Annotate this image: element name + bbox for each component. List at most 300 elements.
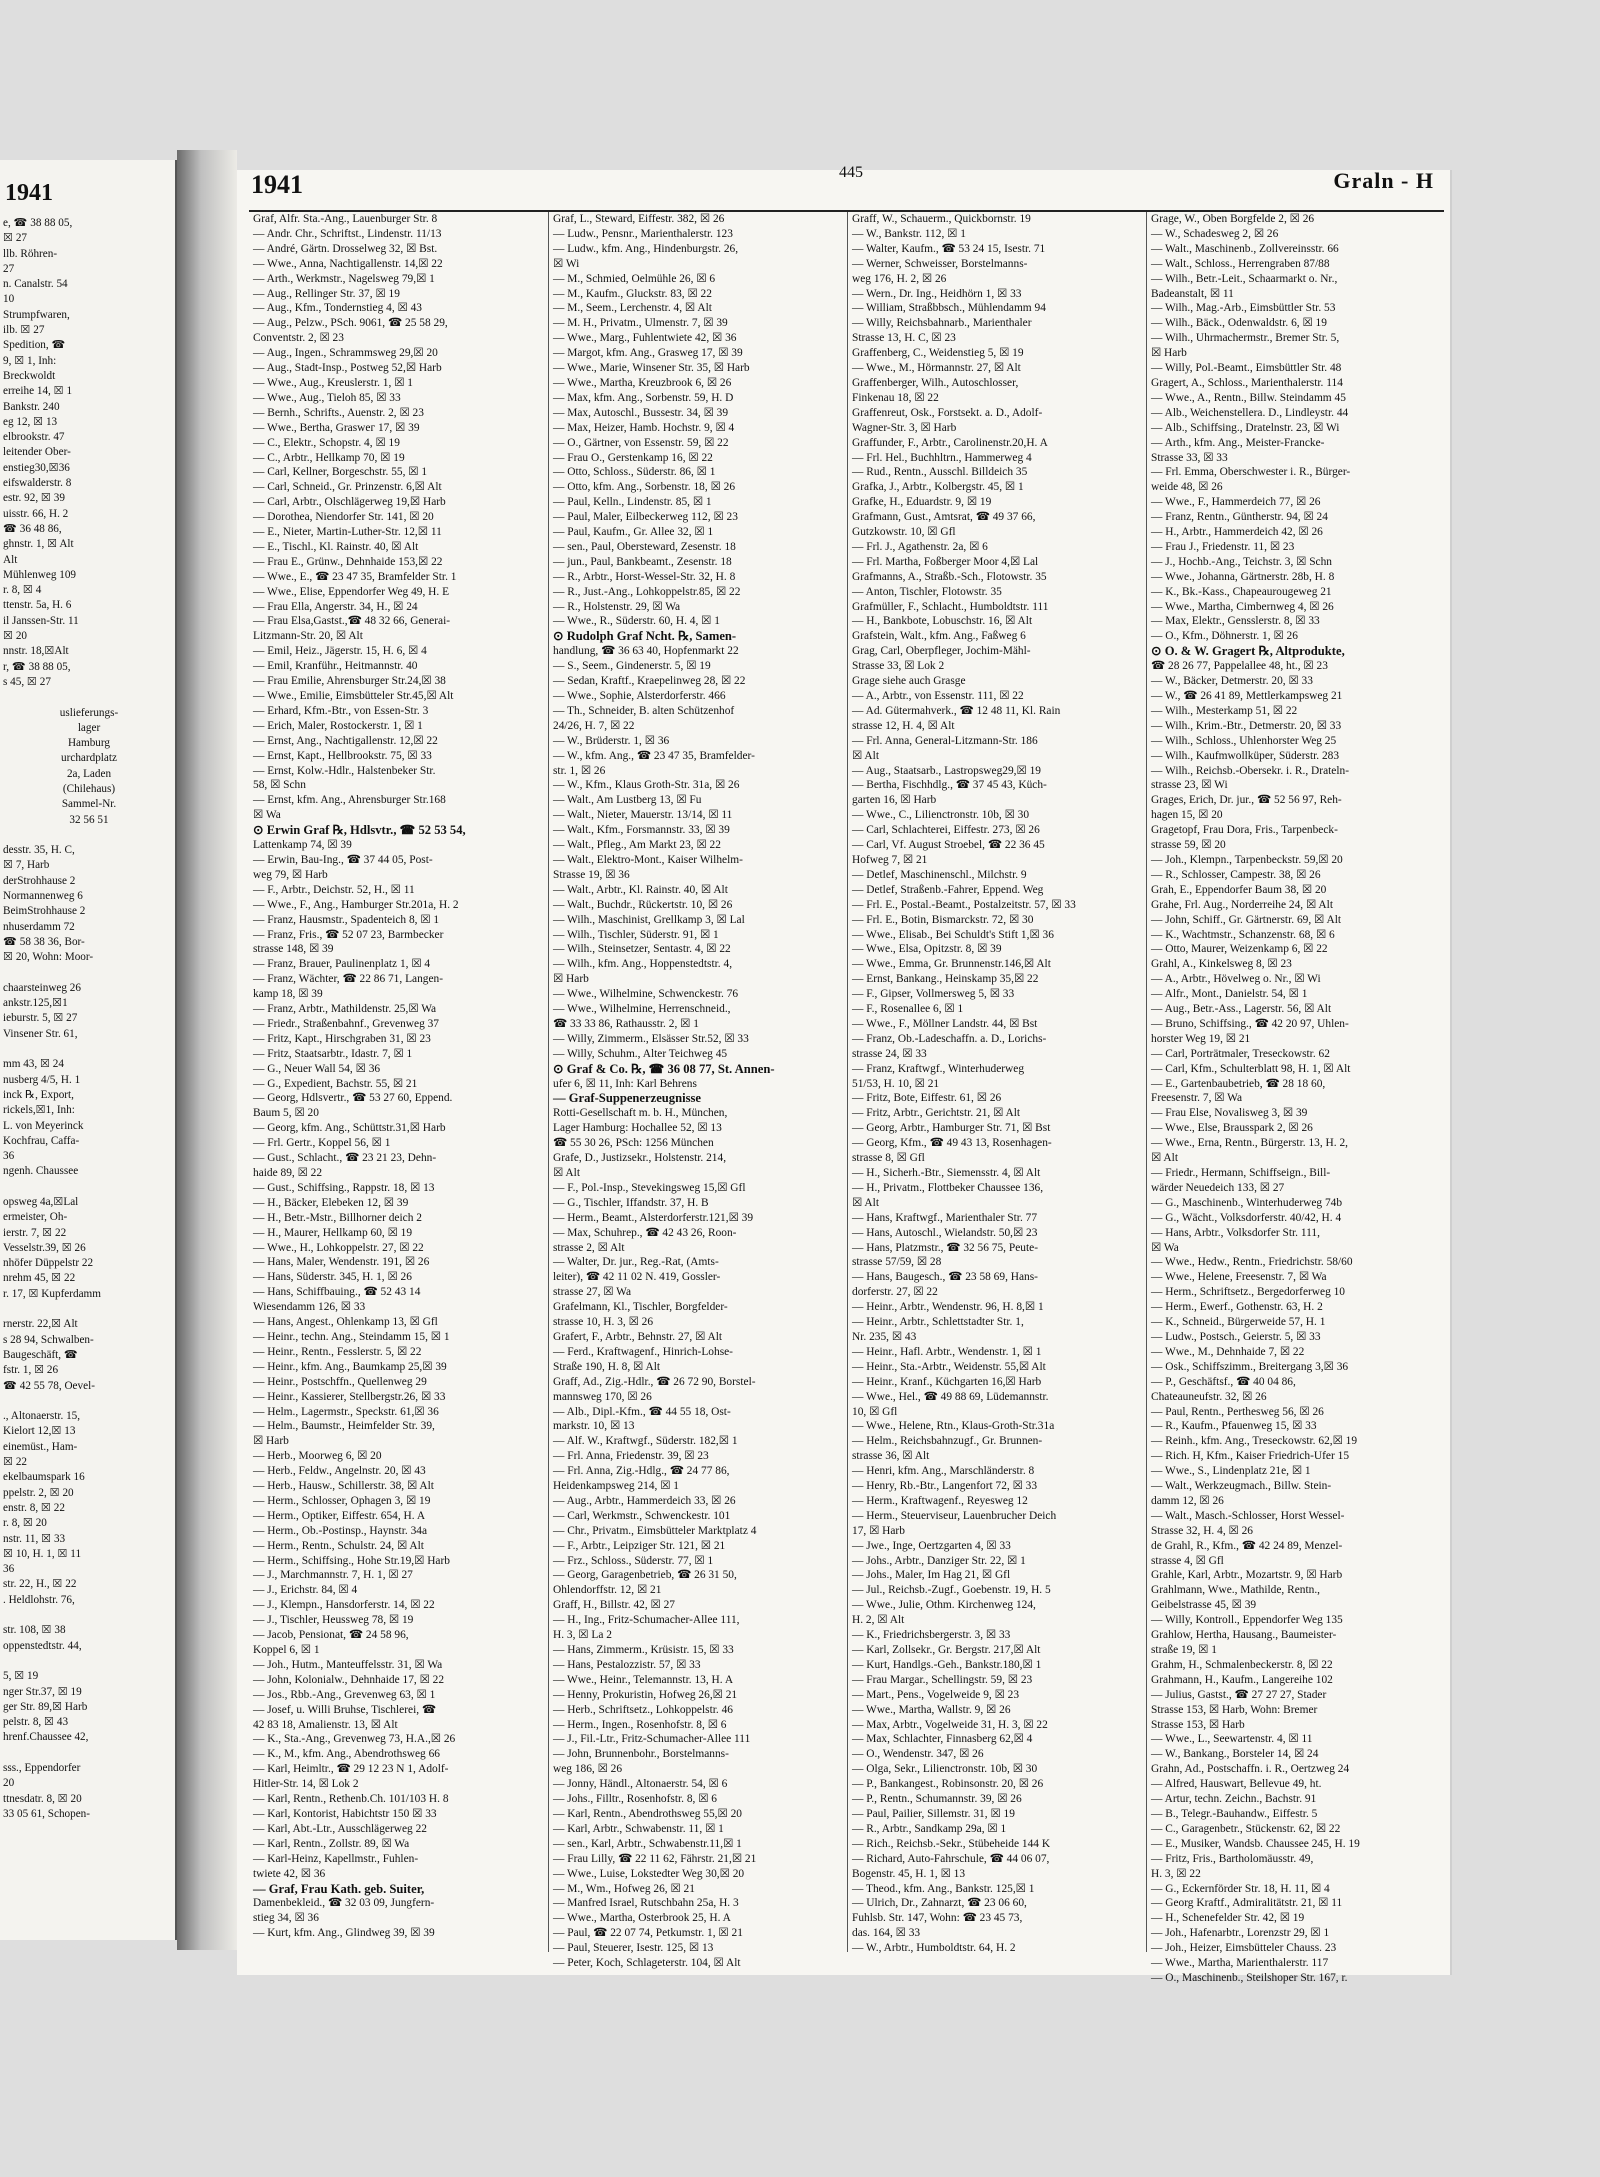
previous-page-line: Hamburg (67, 737, 111, 750)
directory-entry: Gragetopf, Frau Dora, Fris., Tarpenbeck- (1151, 824, 1338, 837)
directory-entry: ☒ Alt (852, 1196, 879, 1209)
directory-entry: — Herb., Schriftsetz., Lohkoppelstr. 46 (553, 1703, 734, 1716)
directory-entry: — G., Expedient, Bachstr. 55, ☒ 21 (253, 1077, 418, 1090)
directory-entry: — Herm., Steuerviseur, Lauenbrucher Deich (852, 1509, 1057, 1522)
directory-entry: — Alfred, Hauswart, Bellevue 49, ht. (1151, 1778, 1322, 1791)
directory-entry: — Georg, kfm. Ang., Schüttstr.31,☒ Harb (253, 1122, 446, 1135)
directory-entry: Strasse 153, ☒ Harb, Wohn: Bremer (1151, 1703, 1318, 1716)
directory-entry: — Wern., Dr. Ing., Heidhörn 1, ☒ 33 (852, 287, 1022, 300)
directory-entry: — Ernst, Ang., Nachtigallenstr. 12,☒ 22 (253, 734, 438, 747)
directory-entry: — J., Erichstr. 84, ☒ 4 (253, 1584, 358, 1597)
directory-entry: Strasse 13, H. C, ☒ 23 (852, 332, 956, 345)
directory-entry: — Erich, Maler, Rostockerstr. 1, ☒ 1 (253, 719, 423, 732)
directory-entry: — Wwe., Helene, Rtn., Klaus-Groth-Str.31a (852, 1420, 1055, 1433)
directory-entry: — Gust., Schlacht., ☎ 23 21 23, Dehn- (253, 1152, 437, 1165)
directory-entry: — W., kfm. Ang., ☎ 23 47 35, Bramfelder- (553, 749, 755, 762)
directory-entry: — Reinh., kfm. Ang., Treseckowstr. 62,☒ 19 (1151, 1435, 1358, 1448)
directory-entry: Badeanstalt, ☒ 11 (1151, 287, 1234, 300)
directory-entry: ☒ Harb (1151, 347, 1187, 360)
previous-page-line: Baugeschäft, ☎ (3, 1348, 78, 1361)
directory-entry: — Paul, Maler, Eilbeckerweg 112, ☒ 23 (553, 511, 738, 524)
directory-entry: — Walt., Pfleg., Am Markt 23, ☒ 22 (553, 839, 721, 852)
directory-entry: — H., Schenefelder Str. 42, ☒ 19 (1151, 1912, 1305, 1925)
directory-entry: ⊙ Graf & Co. ℞, ☎ 36 08 77, St. Annen- (553, 1061, 775, 1076)
directory-entry: hagen 15, ☒ 20 (1151, 809, 1223, 822)
directory-entry: — Henny, Prokuristin, Hofweg 26,☒ 21 (553, 1688, 738, 1701)
directory-entry: — Helm., Lagermstr., Speckstr. 61,☒ 36 (253, 1405, 439, 1418)
directory-entry: — Wilh., Maschinist, Grellkamp 3, ☒ Lal (553, 913, 745, 926)
directory-entry: — Carl, Vf. August Stroebel, ☎ 22 36 45 (852, 839, 1045, 852)
directory-entry: — Walter, Dr. jur., Reg.-Rat, (Amts- (553, 1256, 719, 1269)
directory-entry: strasse 148, ☒ 39 (253, 943, 334, 956)
directory-entry: — Hans, Arbtr., Volksdorfer Str. 111, (1151, 1226, 1320, 1239)
directory-entry: — M. H., Privatm., Ulmenstr. 7, ☒ 39 (553, 317, 728, 330)
previous-page-line: 27 (3, 262, 15, 275)
directory-entry: — K., Wachtmstr., Schanzenstr. 68, ☒ 6 (1151, 928, 1335, 941)
previous-page-line: Alt (3, 553, 18, 566)
directory-entry: — Franz, Fris., ☎ 52 07 23, Barmbecker (253, 928, 444, 941)
directory-entry: Grafke, H., Eduardstr. 9, ☒ 19 (852, 496, 992, 509)
directory-entry: weide 48, ☒ 26 (1151, 481, 1223, 494)
book-gutter (177, 150, 237, 1950)
directory-entry: — Frau Margar., Schellingstr. 59, ☒ 23 (852, 1673, 1033, 1686)
directory-entry: — Richard, Auto-Fahrschule, ☎ 44 06 07, (852, 1852, 1050, 1865)
directory-entry: — Wwe., F., Hammerdeich 77, ☒ 26 (1151, 496, 1321, 509)
directory-entry: — E., Tischl., Kl. Rainstr. 40, ☒ Alt (253, 540, 419, 553)
directory-entry: — Fritz, Arbtr., Gerichtstr. 21, ☒ Alt (852, 1107, 1021, 1120)
directory-entry: — G., Tischler, Iffandstr. 37, H. B (553, 1196, 709, 1209)
directory-entry: — Herb., Hausw., Schillerstr. 38, ☒ Alt (253, 1480, 434, 1493)
directory-entry: — Wwe., Erna, Rentn., Bürgerstr. 13, H. 2, (1151, 1137, 1348, 1150)
directory-entry: Graff, W., Schauerm., Quickbornstr. 19 (852, 213, 1031, 225)
previous-page-line (3, 690, 175, 705)
directory-entry: strasse 10, H. 3, ☒ 26 (553, 1316, 654, 1329)
directory-entry: Finkenau 18, ☒ 22 (852, 391, 939, 404)
directory-entry: Grahm, H., Schmalenbeckerstr. 8, ☒ 22 (1151, 1658, 1333, 1671)
directory-entry: — Frl. Gertr., Koppel 56, ☒ 1 (253, 1137, 391, 1150)
directory-entry: — Wwe., E., ☎ 23 47 35, Bramfelder Str. 1 (253, 570, 457, 583)
directory-entry: de Grahl, R., Kfm., ☎ 42 24 89, Menzel- (1151, 1539, 1343, 1552)
previous-page-line: ppelstr. 2, ☒ 20 (3, 1486, 74, 1499)
directory-entry: Grages, Erich, Dr. jur., ☎ 52 56 97, Reh- (1151, 794, 1342, 807)
directory-entry: — Wwe., Sophie, Alsterdorferstr. 466 (553, 690, 726, 702)
directory-entry: — Heinr., Sta.-Arbtr., Weidenstr. 55,☒ Alt (852, 1360, 1046, 1373)
previous-page-line: nhuserdamm 72 (3, 920, 75, 933)
previous-page-line: e, ☎ 38 88 05, (3, 217, 73, 229)
directory-entry: — O., Gärtner, von Essenstr. 59, ☒ 22 (553, 436, 729, 449)
directory-entry: — J., Hochb.-Ang., Teichstr. 3, ☒ Schn (1151, 555, 1332, 568)
previous-page-line: L. von Meyerinck (3, 1119, 84, 1132)
directory-entry: ☒ Harb (553, 973, 589, 986)
directory-entry: — Herm., Ingen., Rosenhofstr. 8, ☒ 6 (553, 1718, 727, 1731)
directory-entry: — Wilh., Kaufmwollküper, Süderstr. 283 (1151, 749, 1340, 762)
directory-entry: — Erwin, Bau-Ing., ☎ 37 44 05, Post- (253, 853, 433, 866)
directory-entry: — Frau Else, Novalisweg 3, ☒ 39 (1151, 1107, 1308, 1120)
directory-entry: — Bernh., Schrifts., Auenstr. 2, ☒ 23 (253, 406, 424, 419)
directory-entry: — G., Neuer Wall 54, ☒ 36 (253, 1062, 381, 1075)
previous-page-line: urchardplatz (61, 752, 117, 765)
directory-entry: Graf, L., Steward, Eiffestr. 382, ☒ 26 (553, 213, 725, 225)
directory-entry: ☒ Alt (852, 749, 879, 762)
directory-entry: horster Weg 19, ☒ 21 (1151, 1032, 1251, 1045)
directory-entry: — Karl, Kontorist, Habichtstr 150 ☒ 33 (253, 1807, 437, 1820)
directory-entry: — Margot, kfm. Ang., Grasweg 17, ☒ 39 (553, 347, 743, 360)
directory-entry: — Aug., Staatsarb., Lastropsweg29,☒ 19 (852, 764, 1041, 777)
directory-entry: — Arth., kfm. Ang., Meister-Francke- (1151, 436, 1325, 449)
previous-page-line (3, 828, 175, 843)
directory-entry: — Wwe., C., Lilienctronstr. 10b, ☒ 30 (852, 809, 1030, 822)
previous-page-line: ☒ 10, H. 1, ☒ 11 (3, 1547, 82, 1560)
directory-entry: damm 12, ☒ 26 (1151, 1494, 1224, 1507)
directory-entry: garten 16, ☒ Harb (852, 794, 937, 807)
directory-entry: Grahle, Karl, Arbtr., Mozartstr. 9, ☒ Harb (1151, 1569, 1343, 1582)
directory-entry: strasse 4, ☒ Gfl (1151, 1554, 1224, 1567)
directory-entry: 24/26, H. 7, ☒ 22 (553, 719, 635, 732)
directory-entry: — Wwe., Julie, Othm. Kirchenweg 124, (852, 1599, 1036, 1612)
directory-entry: — Paul, Kaufm., Gr. Allee 32, ☒ 1 (553, 526, 714, 539)
previous-page-line: ☒ 27 (3, 232, 28, 245)
directory-entry: — Friedr., Straßenbahnf., Grevenweg 37 (253, 1017, 439, 1030)
directory-entry: — Joh., Heizer, Eimsbütteler Chauss. 23 (1151, 1942, 1337, 1955)
previous-page-line: leitender Ober- (3, 446, 71, 459)
directory-entry: — Theod., kfm. Ang., Bankstr. 125,☒ 1 (852, 1882, 1035, 1895)
previous-page-line: ieburstr. 5, ☒ 27 (3, 1012, 78, 1025)
directory-entry: — Graf-Suppenerzeugnisse (553, 1091, 701, 1106)
previous-page-line: 33 05 61, Schopen- (3, 1807, 91, 1820)
directory-entry: — Max, Schuhrep., ☎ 42 43 26, Roon- (553, 1226, 737, 1239)
previous-page-line: ☒ 20, Wohn: Moor- (3, 951, 94, 964)
directory-entry: — M., Kaufm., Gluckstr. 83, ☒ 22 (553, 287, 712, 300)
directory-entry: ☒ Alt (553, 1167, 580, 1179)
directory-entry: — H., Bankbote, Lobuschstr. 16, ☒ Alt (852, 615, 1033, 628)
directory-entry: — Joh., Hutm., Manteuffelsstr. 31, ☒ Wa (253, 1658, 443, 1671)
directory-entry: stieg 34, ☒ 36 (253, 1912, 319, 1925)
directory-entry: — W., Arbtr., Humboldtstr. 64, H. 2 (852, 1942, 1016, 1955)
directory-entry: Bogenstr. 45, H. 1, ☒ 13 (852, 1867, 966, 1880)
directory-entry: Freesenstr. 7, ☒ Wa (1151, 1092, 1243, 1105)
directory-entry: Grage siehe auch Grasge (852, 675, 966, 688)
directory-entry: — Karl-Heinz, Kapellmstr., Fuhlen- (253, 1852, 419, 1865)
directory-entry: Grahn, Ad., Postschaffn. i. R., Oertzweg 24 (1151, 1763, 1350, 1776)
directory-entry: — Johs., Filltr., Rosenhofstr. 8, ☒ 6 (553, 1793, 718, 1806)
directory-entry: — Ernst, Kapt., Hellbrookstr. 75, ☒ 33 (253, 749, 432, 762)
directory-entry: — H., Sicherh.-Btr., Siemensstr. 4, ☒ Alt (852, 1167, 1041, 1179)
directory-entry: — Artur, techn. Zeichn., Bachstr. 91 (1151, 1793, 1317, 1806)
directory-entry: — Hans, Kraftwgf., Marienthaler Str. 77 (852, 1211, 1038, 1224)
previous-page-line: Mühlenweg 109 (3, 568, 77, 581)
directory-entry: — Wwe., M., Dehnhaide 7, ☒ 22 (1151, 1345, 1305, 1358)
directory-entry: 58, ☒ Schn (253, 779, 306, 792)
previous-page-line: fstr. 1, ☒ 26 (3, 1364, 59, 1377)
directory-entry: — Wwe., Emilie, Eimsbütteler Str.45,☒ Alt (253, 690, 454, 702)
directory-entry: — Hans, Zimmerm., Krüsistr. 15, ☒ 33 (553, 1644, 734, 1656)
directory-entry: — Mart., Pens., Vogelweide 9, ☒ 23 (852, 1688, 1020, 1701)
directory-entry: — Max, Arbtr., Vogelweide 31, H. 3, ☒ 22 (852, 1718, 1048, 1731)
directory-entry: — G., Maschinenb., Winterhuderweg 74b (1151, 1196, 1343, 1209)
page-header (249, 164, 1444, 212)
directory-entry: — Frl. Anna, General-Litzmann-Str. 186 (852, 734, 1038, 747)
directory-entry: Grafert, F., Arbtr., Behnstr. 27, ☒ Alt (553, 1330, 723, 1343)
directory-entry: — Karl, Arbtr., Schwabenstr. 11, ☒ 1 (553, 1822, 724, 1835)
directory-entry: strasse 57/59, ☒ 28 (852, 1256, 942, 1269)
directory-entry: — Wwe., Marie, Winsener Str. 35, ☒ Harb (553, 362, 750, 375)
previous-page-line: nstr. 11, ☒ 33 (3, 1532, 66, 1545)
directory-entry: — Walt., Masch.-Schlosser, Horst Wessel- (1151, 1509, 1345, 1522)
directory-entry: — Frz., Schloss., Süderstr. 77, ☒ 1 (553, 1554, 714, 1567)
directory-entry: — Jonny, Händl., Altonaerstr. 54, ☒ 6 (553, 1778, 728, 1791)
directory-entry: 51/53, H. 10, ☒ 21 (852, 1077, 940, 1090)
directory-entry: — Ludw., Postsch., Geierstr. 5, ☒ 33 (1151, 1330, 1321, 1343)
directory-entry: str. 1, ☒ 26 (553, 764, 606, 777)
directory-entry: — Willy, Schuhm., Alter Teichweg 45 (553, 1047, 728, 1060)
directory-entry: — Rich. H, Kfm., Kaiser Friedrich-Ufer 15 (1151, 1450, 1350, 1463)
directory-entry: — B., Telegr.-Bauhandw., Eiffestr. 5 (1151, 1807, 1318, 1820)
directory-entry: — Wilh., Mag.-Arb., Eimsbüttler Str. 53 (1151, 302, 1336, 315)
directory-entry: — Wwe., Martha, Kreuzbrook 6, ☒ 26 (553, 376, 732, 389)
directory-entry: — Franz, Kraftwgf., Winterhuderweg (852, 1062, 1025, 1075)
directory-entry: markstr. 10, ☒ 13 (553, 1420, 635, 1433)
directory-entry: — Joh., Klempn., Tarpenbeckstr. 59,☒ 20 (1151, 853, 1343, 866)
directory-entry: — Wwe., Johanna, Gärtnerstr. 28b, H. 8 (1151, 570, 1335, 583)
previous-page-line: 2a, Laden (66, 767, 112, 780)
directory-entry: — Aug., Pelzw., PSch. 9061, ☎ 25 58 29, (253, 317, 448, 330)
directory-entry: strasse 24, ☒ 33 (852, 1047, 927, 1060)
directory-entry: — Franz, Brauer, Paulinenplatz 1, ☒ 4 (253, 958, 431, 971)
directory-entry: — Carl, Schneid., Gr. Prinzenstr. 6,☒ Alt (253, 481, 442, 494)
directory-entry: — Wwe., Wilhelmine, Schwenckestr. 76 (553, 988, 739, 1001)
directory-entry: — Kurt, kfm. Ang., Glindweg 39, ☒ 39 (253, 1927, 435, 1940)
previous-page-line: estr. 92, ☒ 39 (3, 492, 65, 505)
previous-page-line: ankstr.125,☒1 (3, 997, 68, 1010)
directory-entry: Gragert, A., Schloss., Marienthalerstr. 114 (1151, 376, 1343, 389)
previous-page-line: einemüst., Ham- (3, 1440, 78, 1453)
directory-entry: — Manfred Israel, Rutschbahn 25a, H. 3 (553, 1897, 739, 1910)
directory-entry: — Bertha, Fischhdlg., ☎ 37 45 43, Küch- (852, 779, 1047, 792)
directory-entry: — A., Arbtr., von Essenstr. 111, ☒ 22 (852, 690, 1024, 702)
directory-entry: ☎ 28 26 77, Pappelallee 48, ht., ☒ 23 (1151, 660, 1328, 673)
previous-page-line: s 45, ☒ 27 (3, 675, 51, 688)
previous-page-line: elbrookstr. 47 (3, 431, 65, 444)
directory-entry: — Heinr., Arbtr., Schlettstadter Str. 1, (852, 1316, 1024, 1329)
previous-page-line: llb. Röhren- (3, 247, 58, 260)
directory-entry: — H., Ing., Fritz-Schumacher-Allee 111, (553, 1614, 740, 1627)
directory-entry: — M., Wm., Hofweg 26, ☒ 21 (553, 1882, 695, 1895)
previous-page-line: Normannenweg 6 (3, 890, 83, 903)
directory-entry: — F., Arbtr., Deichstr. 52, H., ☒ 11 (253, 883, 415, 896)
directory-entry: — Frl. Anna, Zig.-Hdlg., ☎ 24 77 86, (553, 1465, 730, 1478)
directory-entry: weg 176, H. 2, ☒ 26 (852, 272, 947, 285)
directory-entry: — H., Bäcker, Elebeken 12, ☒ 39 (253, 1196, 409, 1209)
directory-entry: — Erhard, Kfm.-Btr., von Essen-Str. 3 (253, 704, 429, 717)
directory-entry: — R., Kaufm., Pfauenweg 15, ☒ 33 (1151, 1420, 1317, 1433)
directory-entry: — Herm., Beamt., Alsterdorferstr.121,☒ 39 (553, 1211, 754, 1224)
directory-entry: strasse 2, ☒ Alt (553, 1241, 625, 1254)
directory-entry: ☒ Wi (553, 257, 580, 270)
directory-entry: — Joh., Hafenarbtr., Lorenzstr 29, ☒ 1 (1151, 1927, 1330, 1940)
directory-entry: Grafmüller, F., Schlacht., Humboldtstr. 111 (852, 600, 1049, 613)
directory-entry: — Fritz, Bote, Eiffestr. 61, ☒ 26 (852, 1092, 1002, 1105)
directory-entry: — Heinr., Hafl. Arbtr., Wendenstr. 1, ☒ 1 (852, 1345, 1042, 1358)
directory-entry: — G., Wächt., Volksdorferstr. 40/42, H. 4 (1151, 1211, 1342, 1224)
previous-page-line: Breckwoldt (3, 369, 56, 382)
previous-page-line: ger Str. 89,☒ Harb (3, 1700, 88, 1713)
directory-column-3 (847, 212, 1136, 1955)
directory-entry: — Herm., Optiker, Eiffestr. 654, H. A (253, 1509, 426, 1522)
directory-entry: — Wwe., S., Lindenplatz 21e, ☒ 1 (1151, 1465, 1311, 1478)
directory-entry: — Sedan, Kraftf., Kraepelinweg 28, ☒ 22 (553, 675, 746, 688)
directory-entry: Grafmann, Gust., Amtsrat, ☎ 49 37 66, (852, 511, 1036, 524)
previous-page-line: desstr. 35, H. C, (3, 844, 75, 857)
directory-entry: — Otto, kfm. Ang., Sorbenstr. 18, ☒ 26 (553, 481, 736, 494)
previous-page-line: uslieferungs- (59, 706, 119, 719)
directory-entry: — Andr. Chr., Schriftst., Lindenstr. 11/13 (253, 227, 442, 240)
directory-entry: — P., Rentn., Schumannstr. 39, ☒ 26 (852, 1793, 1022, 1806)
directory-entry: Grag, Carl, Oberpfleger, Jochim-Mähl- (852, 645, 1031, 658)
directory-entry: — Wwe., Wilhelmine, Herrenschneid., (553, 1003, 731, 1016)
directory-entry: Grafstein, Walt., kfm. Ang., Faßweg 6 (852, 630, 1026, 643)
directory-entry: — Frl. E., Botin, Bismarckstr. 72, ☒ 30 (852, 913, 1034, 926)
directory-entry: — Wwe., Emma, Gr. Brunnenstr.146,☒ Alt (852, 958, 1051, 971)
directory-entry: — Detlef, Straßenb.-Fahrer, Eppend. Weg (852, 883, 1044, 896)
directory-entry: — Wilh., Krim.-Btr., Detmerstr. 20, ☒ 33 (1151, 719, 1342, 732)
directory-entry: — Arth., Werkmstr., Nagelsweg 79,☒ 1 (253, 272, 435, 285)
directory-entry: — Wwe., Elise, Eppendorfer Weg 49, H. E (253, 585, 450, 598)
directory-entry: — Hans, Autoschl., Wielandstr. 50,☒ 23 (852, 1226, 1038, 1239)
directory-entry: — Wwe., Heinr., Telemannstr. 13, H. A (553, 1673, 734, 1686)
directory-entry: — Wwe., M., Hörmannstr. 27, ☒ Alt (852, 362, 1021, 375)
directory-entry: — Julius, Gastst., ☎ 27 27 27, Stader (1151, 1688, 1327, 1701)
directory-entry: — Bruno, Schiffsing., ☎ 42 20 97, Uhlen- (1151, 1017, 1349, 1030)
directory-entry: — Ernst, Kolw.-Hdlr., Halstenbeker Str. (253, 764, 436, 777)
directory-entry: — Paul, Pailier, Sillemstr. 31, ☒ 19 (852, 1807, 1015, 1820)
directory-entry: Graffenberg, C., Weidenstieg 5, ☒ 19 (852, 347, 1024, 360)
directory-entry: strasse 59, ☒ 20 (1151, 839, 1226, 852)
directory-entry: — Heinr., Arbtr., Wendenstr. 96, H. 8,☒ 1 (852, 1301, 1044, 1314)
directory-entry: — Aug., Betr.-Ass., Lagerstr. 56, ☒ Alt (1151, 1003, 1332, 1016)
directory-entry: Ohlendorffstr. 12, ☒ 21 (553, 1584, 662, 1597)
directory-entry: — Aug., Arbtr., Hammerdeich 33, ☒ 26 (553, 1494, 736, 1507)
directory-entry: — C., Arbtr., Hellkamp 70, ☒ 19 (253, 451, 405, 464)
directory-entry: — Aug., Stadt-Insp., Postweg 52,☒ Harb (253, 362, 442, 375)
previous-page-line: chaarsteinweg 26 (3, 981, 81, 994)
directory-entry: — Wwe., Else, Brausspark 2, ☒ 26 (1151, 1122, 1313, 1135)
directory-entry: Koppel 6, ☒ 1 (253, 1644, 320, 1656)
directory-entry: — Karl, Rentn., Zollstr. 89, ☒ Wa (253, 1837, 410, 1850)
previous-page-line (3, 1746, 175, 1761)
directory-entry: — Jacob, Pensionat, ☎ 24 58 96, (253, 1629, 409, 1642)
directory-entry: — John, Schiff., Gr. Gärtnerstr. 69, ☒ Alt (1151, 913, 1342, 926)
directory-entry: — Wwe., Bertha, Graswег 17, ☒ 39 (253, 421, 420, 434)
previous-page-line: n. Canalstr. 54 (3, 278, 68, 291)
directory-entry: Conventstr. 2, ☒ 23 (253, 332, 344, 345)
page-year: 1941 (251, 170, 303, 199)
previous-page-line: Spedition, ☎ (3, 339, 66, 352)
directory-entry: Strasse 33, ☒ Lok 2 (852, 660, 945, 673)
directory-entry: — Detlef, Maschinenschl., Milchstr. 9 (852, 868, 1027, 881)
directory-entry: — Frl. Hel., Buchhltrn., Hammerweg 4 (852, 451, 1032, 464)
previous-page-line: ekelbaumspark 16 (3, 1471, 85, 1484)
previous-page-line: Vesselstr.39, ☒ 26 (3, 1241, 86, 1254)
directory-entry: — Wwe., A., Rentn., Billw. Steindamm 45 (1151, 391, 1346, 404)
directory-entry: — Franz, Hausmstr., Spadenteich 8, ☒ 1 (253, 913, 440, 926)
previous-page-line: Strumpfwaren, (3, 308, 70, 321)
directory-entry: — Walt., Nieter, Mauerstr. 13/14, ☒ 11 (553, 809, 733, 822)
previous-page-line: 36 (3, 1563, 15, 1576)
directory-entry: strasse 23, ☒ Wi (1151, 779, 1228, 792)
previous-page-line: eg 12, ☒ 13 (3, 415, 58, 428)
directory-entry: — E., Musiker, Wandsb. Chaussee 245, H. 19 (1151, 1837, 1360, 1850)
directory-entry: — jun., Paul, Bankbeamt., Zesenstr. 18 (553, 555, 732, 568)
directory-entry: — Frau Emilie, Ahrensburger Str.24,☒ 38 (253, 675, 446, 688)
previous-page-line: ttenstr. 5a, H. 6 (3, 599, 72, 612)
directory-entry: Grahe, Frl. Aug., Norderreihe 24, ☒ Alt (1151, 898, 1333, 911)
directory-entry: — W., Kfm., Klaus Groth-Str. 31a, ☒ 26 (553, 779, 740, 792)
directory-entry: — Heinr., Rentn., Fesslerstr. 5, ☒ 22 (253, 1345, 422, 1358)
directory-entry: — Carl, Porträtmaler, Treseckowstr. 62 (1151, 1047, 1330, 1060)
directory-entry: — Wilh., Reichsb.-Obersekr. i. R., Drateln- (1151, 764, 1349, 777)
directory-entry: — Aug., Kfm., Tondernstieg 4, ☒ 43 (253, 302, 422, 315)
directory-entry: — Fritz, Kapt., Hirschgraben 31, ☒ 23 (253, 1032, 431, 1045)
previous-page-line: ermeister, Oh- (3, 1211, 68, 1224)
directory-entry: — Otto, Schloss., Süderstr. 86, ☒ 1 (553, 466, 716, 479)
directory-entry: 10, ☒ Gfl (852, 1405, 898, 1418)
directory-entry: — Hans, Süderstr. 345, H. 1, ☒ 26 (253, 1271, 412, 1284)
directory-entry: — Max, Elektr., Gensslerstr. 8, ☒ 33 (1151, 615, 1320, 628)
directory-entry: — R., Arbtr., Horst-Wessel-Str. 32, H. 8 (553, 570, 736, 583)
directory-entry: Damenbekleid., ☎ 32 03 09, Jungfern- (253, 1897, 435, 1910)
directory-entry: — O., Wendenstr. 347, ☒ 26 (852, 1748, 984, 1761)
directory-entry: — Wwe., Martha, Wallstr. 9, ☒ 26 (852, 1703, 1011, 1716)
directory-entry: — Alb., Weichenstellera. D., Lindleystr. 44 (1151, 406, 1349, 419)
previous-page-line: ☎ 58 38 36, Bor- (3, 935, 85, 948)
previous-page-line: inck ℞, Export, (3, 1088, 74, 1101)
directory-entry: — O., Kfm., Döhnerstr. 1, ☒ 26 (1151, 630, 1298, 643)
directory-entry: — W., Schadesweg 2, ☒ 26 (1151, 227, 1279, 240)
directory-entry: ⊙ O. & W. Gragert ℞, Altprodukte, (1151, 644, 1345, 659)
previous-page-line: 36 (3, 1150, 15, 1163)
previous-page-line: BeimStrohhause 2 (3, 905, 86, 918)
directory-entry: — Willy, Kontroll., Eppendorfer Weg 135 (1151, 1614, 1343, 1627)
directory-entry: — Wwe., F., Möllner Landstr. 44, ☒ Bst (852, 1017, 1038, 1030)
directory-entry: — F., Gipser, Vollmersweg 5, ☒ 33 (852, 988, 1015, 1001)
directory-entry: — K., M., kfm. Ang., Abendrothsweg 66 (253, 1748, 440, 1761)
directory-entry: — Wilh., Betr.-Leit., Schaarmarkt o. Nr., (1151, 272, 1338, 285)
previous-page-line (3, 1180, 175, 1195)
directory-entry: — W., Bankang., Borsteler 14, ☒ 24 (1151, 1748, 1319, 1761)
directory-entry: — J., Tischler, Heussweg 78, ☒ 19 (253, 1614, 414, 1627)
directory-entry: — K., Friedrichsbergerstr. 3, ☒ 33 (852, 1629, 1011, 1642)
directory-entry: — Alb., Schiffsing., Dratelnstr. 23, ☒ Wi (1151, 421, 1340, 434)
previous-page-line: ttnesdatr. 8, ☒ 20 (3, 1792, 82, 1805)
directory-entry: — Frau Lilly, ☎ 22 11 62, Fährstr. 21,☒ 21 (553, 1852, 757, 1865)
directory-entry: — sen., Karl, Arbtr., Schwabenstr.11,☒ 1 (553, 1837, 742, 1850)
previous-page-line: 10 (3, 293, 15, 306)
directory-entry: — J., Marchmannstr. 7, H. 1, ☒ 27 (253, 1569, 413, 1582)
directory-entry: Strasse 33, ☒ 33 (1151, 451, 1228, 464)
previous-page-line: rickels,☒1, Inh: (3, 1104, 75, 1117)
previous-page-line (3, 1394, 175, 1409)
directory-entry: Chateauneufstr. 32, ☒ 26 (1151, 1390, 1267, 1403)
previous-page-line: ierstr. 7, ☒ 22 (3, 1226, 67, 1239)
previous-page-line: enstr. 8, ☒ 22 (3, 1501, 65, 1514)
directory-entry: — Herm., Rentn., Schulstr. 24, ☒ Alt (253, 1539, 424, 1552)
previous-page-line: 9, ☒ 1, Inh: (3, 354, 57, 367)
directory-entry: Wagner-Str. 3, ☒ Harb (852, 421, 957, 434)
previous-page-line: nrehm 45, ☒ 22 (3, 1272, 76, 1285)
directory-entry: — W., Brüderstr. 1, ☒ 36 (553, 734, 670, 747)
directory-entry: — A., Arbtr., Hövelweg o. Nr., ☒ Wi (1151, 973, 1321, 986)
previous-page-line: nger Str.37, ☒ 19 (3, 1685, 82, 1698)
